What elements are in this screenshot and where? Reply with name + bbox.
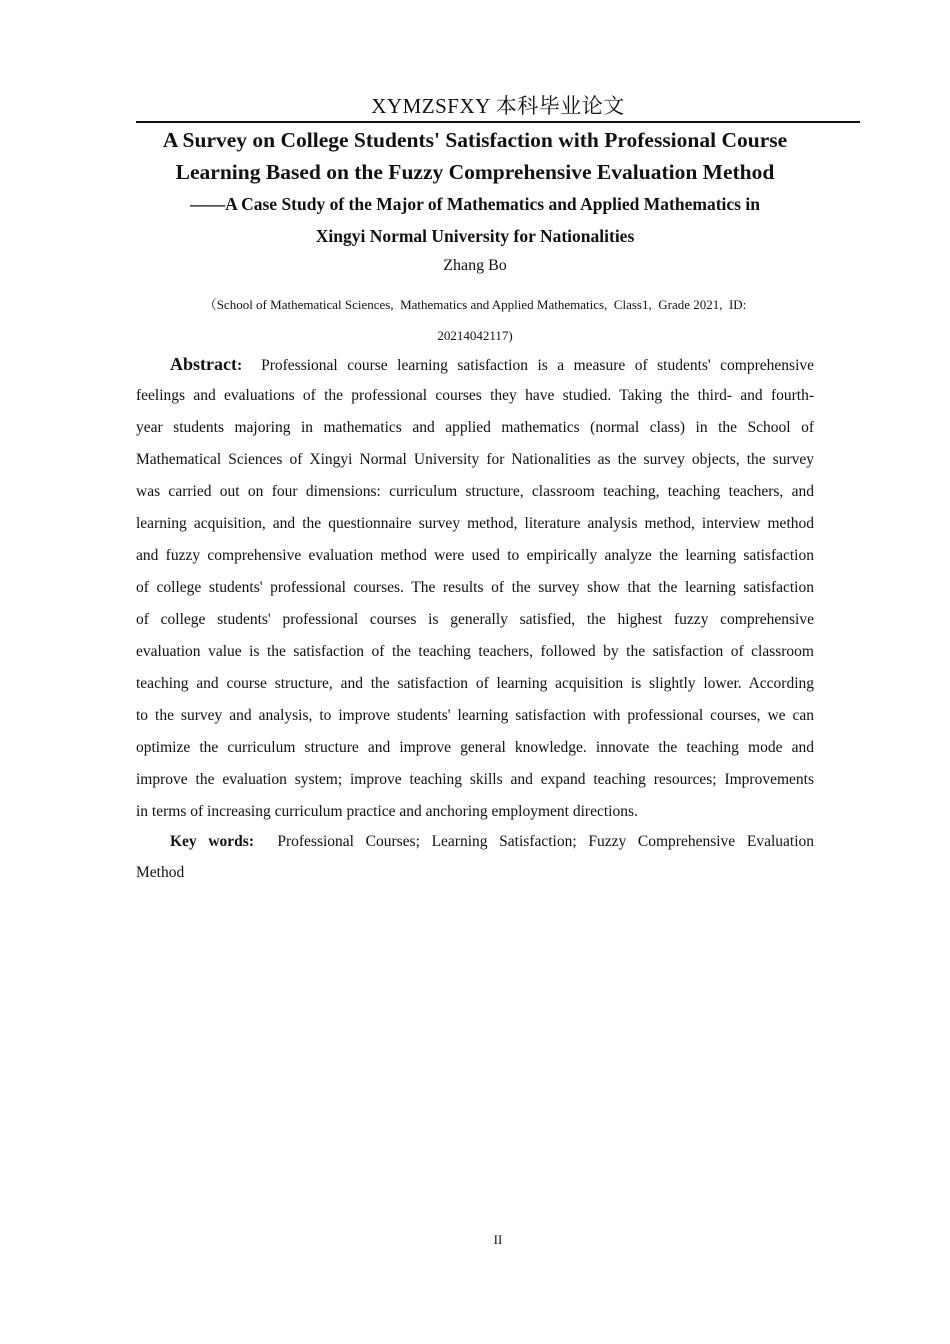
abstract-line: evaluation value is the satisfaction of the teaching teachers, followed by the satisfaction of classroom [136, 643, 814, 660]
affiliation-line: （School of Mathematical Sciences, Mathematics and Applied Mathematics, Class1, Grade 2021, ID: [203, 297, 747, 312]
abstract-line: and fuzzy comprehensive evaluation method were used to empirically analyze the learning satisfaction [136, 547, 814, 564]
subtitle-line: ——A Case Study of the Major of Mathematics and Applied Mathematics in [190, 194, 760, 214]
abstract-line: of college students' professional courses. The results of the survey show that the learning satisfaction [136, 579, 814, 596]
keywords-text: Professional Courses; Learning Satisfaction; Fuzzy Comprehensive Evaluation [277, 833, 814, 850]
abstract-line: improve the evaluation system; improve teaching skills and expand teaching resources; Improvements [136, 771, 814, 788]
header-rule [136, 121, 860, 123]
paper-title [136, 124, 814, 188]
abstract-text: Professional course learning satisfaction is a measure of students' comprehensive [261, 357, 815, 374]
abstract-label: Abstract [170, 354, 237, 374]
title-line: A Survey on College Students' Satisfaction with Professional Course [162, 128, 788, 152]
abstract-line: feelings and evaluations of the professional courses they have studied. Taking the third- and fourth- [136, 387, 814, 404]
abstract-line: learning acquisition, and the questionnaire survey method, literature analysis method, interview method [136, 515, 814, 532]
title-line: Learning Based on the Fuzzy Comprehensive Evaluation Method [175, 160, 775, 184]
abstract-colon: : [236, 357, 243, 374]
keywords-section [136, 826, 814, 888]
keywords-line: Method [136, 864, 185, 881]
abstract-line: Mathematical Sciences of Xingyi Normal University for Nationalities as the survey objects, the survey [136, 451, 814, 468]
affiliation-line: 20214042117) [437, 328, 513, 343]
page-number: II [493, 1232, 503, 1247]
paper-subtitle [136, 188, 814, 252]
abstract-section [136, 348, 814, 828]
author-affiliation [136, 289, 814, 351]
running-header: XYMZSFXY 本科毕业论文 [371, 94, 625, 118]
abstract-line [136, 348, 814, 380]
abstract-line: year students majoring in mathematics and applied mathematics (normal class) in the School of [136, 419, 814, 436]
keywords-line [136, 826, 814, 857]
abstract-line: in terms of increasing curriculum practice and anchoring employment directions. [136, 803, 638, 820]
keywords-label: Key words: [170, 833, 254, 850]
author-name: Zhang Bo [443, 257, 507, 274]
abstract-line: of college students' professional courses is generally satisfied, the highest fuzzy comprehensive [136, 611, 814, 628]
abstract-line: teaching and course structure, and the satisfaction of learning acquisition is slightly lower. According [136, 675, 814, 692]
abstract-line: optimize the curriculum structure and improve general knowledge. innovate the teaching mode and [136, 739, 814, 756]
subtitle-line: Xingyi Normal University for Nationalities [315, 226, 635, 246]
abstract-line: was carried out on four dimensions: curriculum structure, classroom teaching, teaching teachers, and [136, 483, 814, 500]
abstract-line: to the survey and analysis, to improve students' learning satisfaction with professional courses, we can [136, 707, 814, 724]
